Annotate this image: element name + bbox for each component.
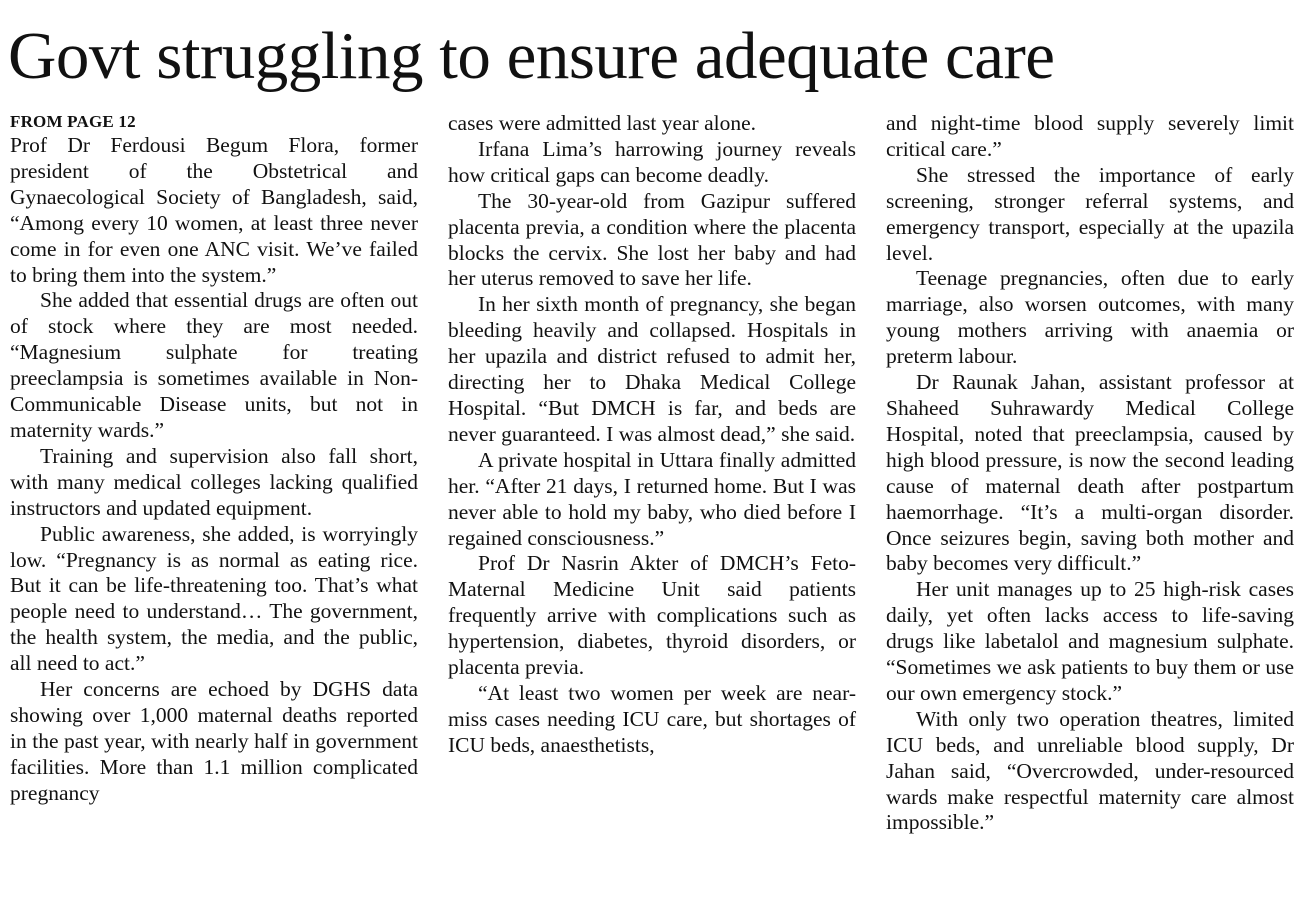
paragraph: Public awareness, she added, is worryingly low. “Pregnancy is as normal as eating rice. But it can be life-threatening too. That’s what people need to understand… The government, the health system, the media, and the public, all need to act.” — [10, 521, 418, 676]
paragraph: Her unit manages up to 25 high-risk cases daily, yet often lacks access to life-saving drugs like labetalol and magnesium sulphate. “Sometimes we ask patients to buy them or use our own emergency stock.” — [886, 577, 1294, 705]
paragraph: She added that essential drugs are often out of stock where they are most needed. “Magnesium sulphate for treating preeclampsia is sometimes available in Non-Communicable Disease units, but not in maternity wards.” — [10, 288, 418, 442]
article-column-3 — [886, 111, 1294, 836]
paragraph: and night-time blood supply severely limit critical care.” — [886, 111, 1294, 161]
article-column-1 — [10, 111, 418, 807]
paragraph: She stressed the importance of early screening, stronger referral systems, and emergency transport, especially at the upazila level. — [886, 162, 1294, 265]
paragraph: A private hospital in Uttara finally admitted her. “After 21 days, I returned home. But I was never able to hold my baby, who died before I regained consciousness.” — [448, 447, 856, 550]
paragraph: Prof Dr Ferdousi Begum Flora, former president of the Obstetrical and Gynaecological Society of Bangladesh, said, “Among every 10 women, at least three never come in for even one ANC visit. We’ve failed to bring them into the system.” — [10, 133, 418, 287]
paragraph: Prof Dr Nasrin Akter of DMCH’s Feto-Maternal Medicine Unit said patients frequently arrive with complications such as hypertension, diabetes, thyroid disorders, or placenta previa. — [448, 551, 856, 680]
paragraph: The 30-year-old from Gazipur suffered placenta previa, a condition where the placenta blocks the cervix. She lost her baby and had her uterus removed to save her life. — [448, 188, 856, 291]
article-column-2 — [448, 111, 856, 759]
headline: Govt struggling to ensure adequate care — [8, 19, 1055, 93]
paragraph: “At least two women per week are near-miss cases needing ICU care, but shortages of ICU beds, anaesthetists, — [448, 680, 856, 757]
continuation-kicker: FROM PAGE 12 — [10, 112, 136, 131]
paragraph: With only two operation theatres, limited ICU beds, and unreliable blood supply, Dr Jahan said, “Overcrowded, under-resourced wards make respectful maternity care almost impossible.” — [886, 706, 1294, 835]
paragraph: Teenage pregnancies, often due to early marriage, also worsen outcomes, with many young mothers arriving with anaemia or preterm labour. — [886, 266, 1294, 369]
paragraph: Irfana Lima’s harrowing journey reveals how critical gaps can become deadly. — [448, 136, 856, 187]
paragraph: Her concerns are echoed by DGHS data showing over 1,000 maternal deaths reported in the past year, with nearly half in government facilities. More than 1.1 million complicated pregnancy — [10, 677, 418, 805]
paragraph: Dr Raunak Jahan, assistant professor at Shaheed Suhrawardy Medical College Hospital, noted that preeclampsia, caused by high blood pressure, is now the second leading cause of maternal death after postpartum haemorrhage. “It’s a multi-organ disorder. Once seizures begin, saving both mother and baby becomes very difficult.” — [886, 370, 1294, 576]
paragraph: Training and supervision also fall short, with many medical colleges lacking qualified instructors and updated equipment. — [10, 443, 418, 520]
paragraph: cases were admitted last year alone. — [448, 111, 757, 135]
paragraph: In her sixth month of pregnancy, she began bleeding heavily and collapsed. Hospitals in her upazila and district refused to admit her, directing her to Dhaka Medical College Hospital. “But DMCH is far, and beds are never guaranteed. I was almost dead,” she said. — [448, 292, 856, 446]
